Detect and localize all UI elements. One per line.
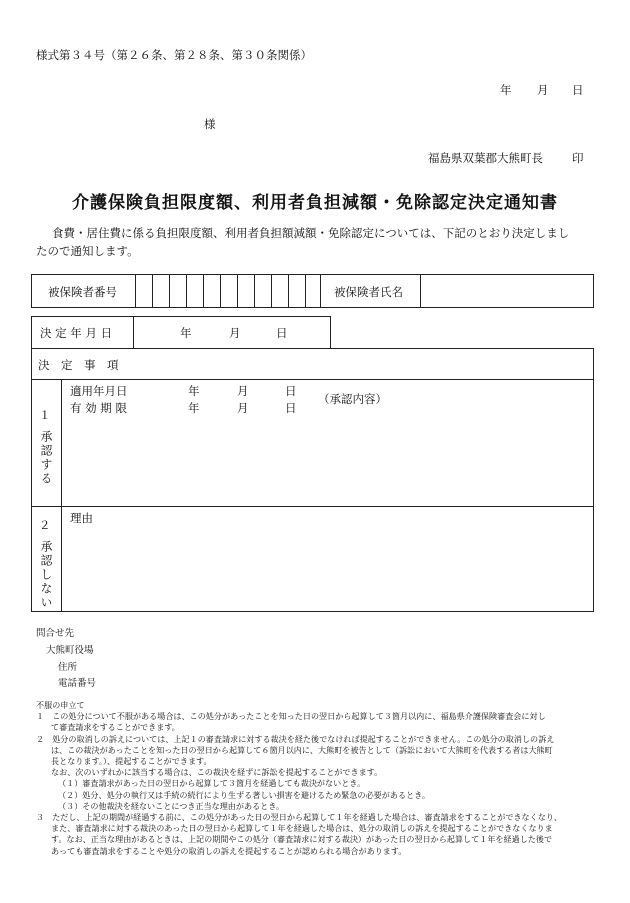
issuer: 福島県双葉郡大熊町長 — [428, 151, 543, 165]
appeal-note-1: １ この処分について不服がある場合は、この処分があったことを知った日の翌日から起算して３箇月以内に、福島県介護保険審査会に対し — [36, 711, 546, 722]
appeal-note-3b: また、審査請求に対する裁決のあった日の翌日から起算して１年を経過した場合は、処分の取消しの訴えを提起することができなくなりま — [51, 823, 553, 834]
reject-number: ２ — [39, 518, 51, 532]
decision-items-label: 決 定 事 項 — [38, 358, 119, 372]
insured-number-label: 被保険者番号 — [48, 285, 117, 299]
intro-line-2: たので通知します。 — [36, 244, 139, 258]
appeal-notes — [36, 700, 596, 857]
appeal-note-2c: 長となります。）、提起することができます。 — [51, 756, 212, 767]
decision-date-year: 年 — [180, 326, 192, 340]
recipient-suffix: 様 — [204, 117, 216, 131]
expiry-day: 日 — [285, 401, 297, 415]
expiry-label: 有 効 期 限 — [70, 401, 127, 415]
appeal-note-2: ２ 処分の取消しの訴えについては、上記１の審査請求に対する裁決を経た後でなければ提起することができません。この処分の取消しの訴え — [36, 733, 555, 744]
approve-label: 承認する — [39, 430, 53, 486]
appeal-note-3d: あっても審査請求をすることや処分の取消しの訴えを提起することが認められる場合があります。 — [51, 845, 407, 856]
page-title: 介護保険負担限度額、利用者負担減額・免除認定決定通知書 — [72, 193, 558, 213]
date-month: 月 — [537, 83, 549, 97]
applicable-date-month: 月 — [237, 384, 249, 398]
appeal-heading: 不服の申立て — [36, 700, 85, 710]
appeal-note-2g: （３）その他裁決を経ないことにつき正当な理由があるとき。 — [58, 800, 285, 811]
appeal-note-3c: す。なお、正当な理由があるときは、上記の期間やこの処分（審査請求に対する裁決）があった日の翌日から起算して１年を経過した後で — [51, 834, 553, 845]
applicable-date-label: 適用年月日 — [70, 384, 128, 398]
appeal-note-2d: なお、次のいずれかに該当する場合は、この裁決を経ずに訴訟を提起することができます。 — [51, 767, 383, 778]
reason-label: 理由 — [70, 511, 93, 525]
intro-line-1: 食費・居住費に係る負担限度額、利用者負担額減額・免除認定については、下記のとおり決定しまし — [52, 226, 570, 240]
approval-content-label: （承認内容） — [318, 392, 387, 406]
seal-mark: 印 — [572, 151, 584, 165]
contact-phone-label: 電話番号 — [58, 678, 97, 689]
decision-date-label: 決 定 年 月 日 — [40, 326, 113, 340]
contact-address-label: 住所 — [58, 662, 78, 673]
decision-date-day: 日 — [276, 326, 288, 340]
applicable-date-day: 日 — [285, 384, 297, 398]
contact-office: 大熊町役場 — [46, 645, 94, 656]
reject-label: 承認しない — [39, 540, 53, 610]
expiry-month: 月 — [237, 401, 249, 415]
approve-number: １ — [39, 408, 51, 422]
form-number: 様式第３４号（第２６条、第２８条、第３０条関係） — [36, 48, 312, 62]
appeal-note-1b: て審査請求をすることができます。 — [51, 722, 180, 733]
appeal-note-2b: は、この裁決があったことを知った日の翌日から起算して６箇月以内に、大熊町を被告として（訴訟において大熊町を代表する者は大熊町 — [51, 744, 553, 755]
appeal-note-2e: （１）審査請求があった日の翌日から起算して３箇月を経過しても裁決がないとき。 — [58, 778, 366, 789]
decision-date-month: 月 — [229, 326, 241, 340]
date-day: 日 — [572, 83, 584, 97]
contact-heading: 問合せ先 — [36, 628, 75, 639]
date-year: 年 — [500, 83, 512, 97]
applicable-date-year: 年 — [188, 384, 200, 398]
insured-name-input[interactable] — [421, 275, 593, 307]
appeal-note-3: ３ ただし、上記の期間が経過する前に、この処分があった日の翌日から起算して１年を経過した場合は、審査請求をすることができなくなり、 — [36, 812, 563, 823]
expiry-year: 年 — [188, 401, 200, 415]
insured-name-label: 被保険者氏名 — [334, 285, 403, 299]
appeal-note-2f: （２）処分、処分の執行又は手続の続行により生ずる著しい損害を避けるため緊急の必要があるとき。 — [58, 789, 430, 800]
